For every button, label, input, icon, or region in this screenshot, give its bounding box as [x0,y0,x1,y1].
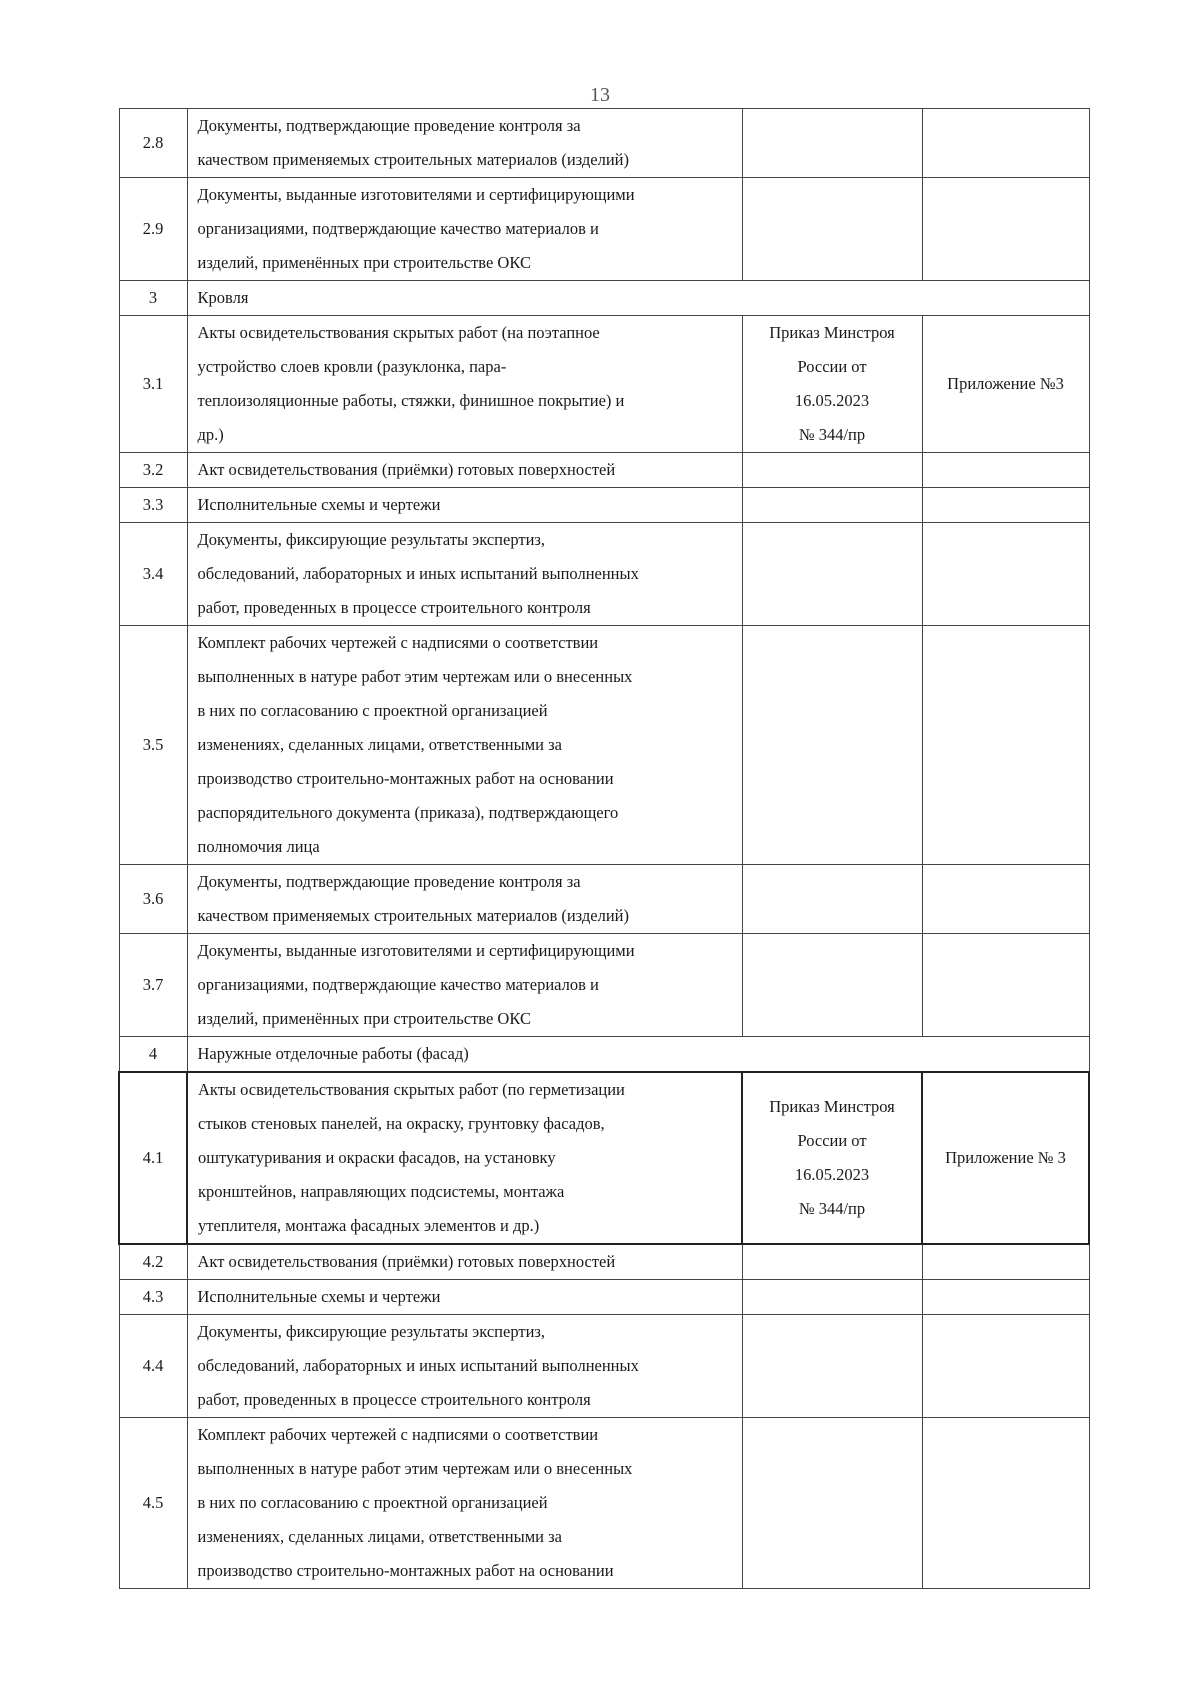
description-line: производство строительно-монтажных работ на основании [197,1561,614,1580]
description-line: в них по согласованию с проектной организацией [197,1493,548,1512]
item-number: 3.5 [119,626,187,865]
regulation-reference [742,316,922,453]
description-line: утеплителя, монтажа фасадных элементов и др.) [198,1216,540,1235]
description-line: изменениях, сделанных лицами, ответственными за [197,735,562,754]
document-description [187,488,742,523]
description-line: Документы, выданные изготовителями и сертифицирующими [197,941,635,960]
description-line: Комплект рабочих чертежей с надписями о соответствии [197,633,599,652]
documents-table [118,108,1090,1589]
appendix-reference [922,1315,1089,1418]
regulation-reference [742,934,922,1037]
description-line: организациями, подтверждающие качество материалов и [197,219,599,238]
reference-line: № 344/пр [798,425,866,444]
item-number: 3.4 [119,523,187,626]
appendix-reference [922,626,1089,865]
description-line: Акты освидетельствования скрытых работ (на поэтапное [197,323,600,342]
description-line: Документы, подтверждающие проведение контроля за [197,116,581,135]
table-row [119,523,1089,626]
item-number: 3.7 [119,934,187,1037]
description-line: обследований, лабораторных и иных испытаний выполненных [197,564,639,583]
appendix-reference: Приложение № 3 [922,1072,1089,1244]
description-line: Исполнительные схемы и чертежи [197,495,441,514]
regulation-reference [742,1072,922,1244]
description-line: качеством применяемых строительных материалов (изделий) [197,150,630,169]
table-row [119,453,1089,488]
document-description [187,626,742,865]
description-line: Документы, выданные изготовителями и сертифицирующими [197,185,635,204]
regulation-reference [742,523,922,626]
description-line: Документы, подтверждающие проведение контроля за [197,872,581,891]
regulation-reference [742,453,922,488]
appendix-reference [922,523,1089,626]
document-description [187,1072,742,1244]
description-line: работ, проведенных в процессе строительного контроля [197,1390,591,1409]
description-line: полномочия лица [197,837,320,856]
table-row [119,109,1089,178]
item-number: 4.5 [119,1418,187,1589]
table-row [119,934,1089,1037]
regulation-reference [742,1315,922,1418]
document-description [187,178,742,281]
reference-line: России от [797,357,867,376]
description-line: Исполнительные схемы и чертежи [197,1287,441,1306]
appendix-reference [922,178,1089,281]
document-description [187,316,742,453]
regulation-reference [742,1280,922,1315]
item-number: 4.4 [119,1315,187,1418]
appendix-reference [922,453,1089,488]
appendix-reference [922,1244,1089,1280]
description-line: работ, проведенных в процессе строительного контроля [197,598,591,617]
regulation-reference [742,178,922,281]
section-row [119,1037,1089,1073]
table-row [119,316,1089,453]
table-row [119,865,1089,934]
section-title: Наружные отделочные работы (фасад) [187,1037,1089,1073]
appendix-reference [922,109,1089,178]
description-line: в них по согласованию с проектной организацией [197,701,548,720]
reference-line: 16.05.2023 [794,1165,870,1184]
item-number: 4.1 [119,1072,187,1244]
appendix-reference [922,865,1089,934]
description-line: Документы, фиксирующие результаты экспертиз, [197,1322,546,1341]
description-line: изделий, применённых при строительстве ОКС [197,1009,531,1028]
item-number: 3.3 [119,488,187,523]
document-description [187,1315,742,1418]
item-number: 4 [119,1037,187,1073]
document-description [187,523,742,626]
reference-line: 16.05.2023 [794,391,870,410]
description-line: Комплект рабочих чертежей с надписями о соответствии [197,1425,599,1444]
table-row [119,178,1089,281]
document-description [187,1418,742,1589]
item-number: 2.9 [119,178,187,281]
description-line: качеством применяемых строительных материалов (изделий) [197,906,630,925]
description-line: распорядительного документа (приказа), подтверждающего [197,803,619,822]
description-line: выполненных в натуре работ этим чертежам или о внесенных [197,667,633,686]
document-description [187,934,742,1037]
regulation-reference [742,626,922,865]
description-line: др.) [197,425,224,444]
item-number: 3.1 [119,316,187,453]
reference-line: Приказ Минстроя [769,323,895,342]
table-row [119,1244,1089,1280]
appendix-reference: Приложение №3 [922,316,1089,453]
appendix-reference [922,488,1089,523]
document-description [187,109,742,178]
appendix-reference [922,934,1089,1037]
appendix-reference [922,1280,1089,1315]
description-line: оштукатуривания и окраски фасадов, на установку [198,1148,556,1167]
regulation-reference [742,1244,922,1280]
regulation-reference [742,488,922,523]
table-row [119,1315,1089,1418]
page-number: 13 [590,84,610,106]
regulation-reference [742,109,922,178]
item-number: 4.2 [119,1244,187,1280]
item-number: 4.3 [119,1280,187,1315]
document-description [187,1280,742,1315]
description-line: стыков стеновых панелей, на окраску, грунтовку фасадов, [198,1114,605,1133]
section-row [119,281,1089,316]
documents-table-body [119,109,1089,1589]
item-number: 3.2 [119,453,187,488]
item-number: 2.8 [119,109,187,178]
description-line: Акт освидетельствования (приёмки) готовых поверхностей [197,460,616,479]
regulation-reference [742,1418,922,1589]
description-line: кронштейнов, направляющих подсистемы, монтажа [198,1182,565,1201]
reference-line: Приказ Минстроя [769,1097,895,1116]
table-row [119,1280,1089,1315]
table-row [119,626,1089,865]
table-row [119,1072,1089,1244]
document-description [187,1244,742,1280]
description-line: выполненных в натуре работ этим чертежам или о внесенных [197,1459,633,1478]
description-line: теплоизоляционные работы, стяжки, финишное покрытие) и [197,391,625,410]
description-line: Документы, фиксирующие результаты экспертиз, [197,530,546,549]
appendix-reference [922,1418,1089,1589]
description-line: производство строительно-монтажных работ на основании [197,769,614,788]
description-line: обследований, лабораторных и иных испытаний выполненных [197,1356,639,1375]
item-number: 3 [119,281,187,316]
item-number: 3.6 [119,865,187,934]
description-line: изделий, применённых при строительстве ОКС [197,253,531,272]
reference-line: № 344/пр [798,1199,866,1218]
section-title: Кровля [187,281,1089,316]
description-line: устройство слоев кровли (разуклонка, пара- [197,357,507,376]
description-line: изменениях, сделанных лицами, ответственными за [197,1527,562,1546]
document-description [187,865,742,934]
description-line: Акты освидетельствования скрытых работ (по герметизации [198,1080,625,1099]
regulation-reference [742,865,922,934]
table-row [119,488,1089,523]
reference-line: России от [797,1131,867,1150]
description-line: Акт освидетельствования (приёмки) готовых поверхностей [197,1252,616,1271]
document-description [187,453,742,488]
description-line: организациями, подтверждающие качество материалов и [197,975,599,994]
table-row [119,1418,1089,1589]
